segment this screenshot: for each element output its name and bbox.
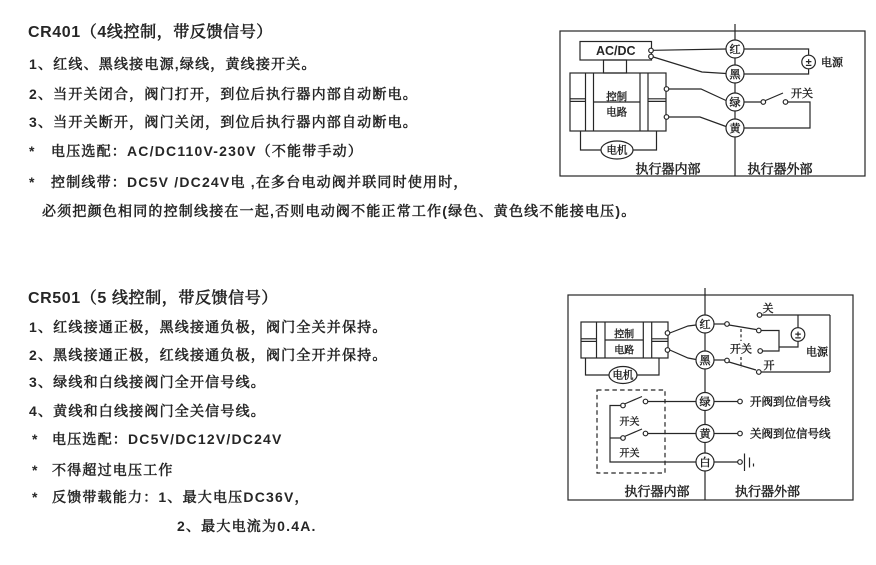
note-bullet: * xyxy=(29,174,36,190)
d1-outside-label: 执行器外部 xyxy=(747,161,813,177)
d1-switch xyxy=(761,93,788,104)
d2-feedback-switch-2-label: 开关 xyxy=(619,448,640,460)
d2-black-wire-label: 黑 xyxy=(699,355,711,367)
d1-black-wire-label: 黑 xyxy=(729,69,741,81)
d1-wires xyxy=(649,48,810,128)
cr401-note-2 xyxy=(29,173,469,191)
cr501-line-1: 1、红线接通正极，黑线接通负极，阀门全关并保持。 xyxy=(29,319,388,335)
d1-plus-minus-symbol: ± xyxy=(805,57,812,69)
note-bullet: * xyxy=(32,489,39,505)
d1-control-label-2: 电路 xyxy=(606,106,628,119)
note-text: 控制线带：DC5V /DC24V电 ,在多台电动阀并联同时使用时， xyxy=(51,174,469,190)
note-bullet: * xyxy=(29,143,36,159)
d2-wires xyxy=(665,325,696,360)
d2-outside-label: 执行器外部 xyxy=(734,484,801,499)
cr501-wiring-diagram xyxy=(562,282,862,506)
cr401-wiring-diagram xyxy=(554,20,874,182)
d1-motor-label: 电机 xyxy=(606,144,628,157)
cr401-note-1 xyxy=(29,142,363,160)
d1-yellow-wire-label: 黄 xyxy=(729,123,741,135)
d2-motor-label: 电机 xyxy=(612,369,634,382)
cr501-title: CR501（5 线控制，带反馈信号） xyxy=(28,290,278,307)
cr501-line-2: 2、黑线接通正极，红线接通负极，阀门全开并保持。 xyxy=(29,347,388,363)
d2-close-signal-label: 关阀到位信号线 xyxy=(750,428,831,441)
battery-symbol xyxy=(745,454,754,472)
note-text: 反馈带载能力：1、最大电压DC36V， xyxy=(52,489,310,505)
cr501-note-1 xyxy=(32,430,283,448)
d1-switch-label: 开关 xyxy=(791,88,813,100)
note-bullet: * xyxy=(32,462,39,478)
cr401-title: CR401（4线控制，带反馈信号） xyxy=(28,24,273,41)
d2-red-wire-label: 红 xyxy=(699,319,711,331)
d2-signal-lines xyxy=(714,399,754,471)
d1-control-label-1: 控制 xyxy=(606,91,628,103)
cr401-note-2-cont: 必须把颜色相同的控制线接在一起,否则电动阀不能正常工作(绿色、黄色线不能接电压)。 xyxy=(42,203,637,219)
cr501-note-3-cont: 2、最大电流为0.4A. xyxy=(177,518,317,534)
note-text: 电压选配：AC/DC110V-230V（不能带手动） xyxy=(51,143,364,159)
d2-green-wire-label: 绿 xyxy=(699,396,711,409)
d2-plus-minus-symbol: ± xyxy=(794,329,802,342)
d2-control-label-1: 控制 xyxy=(614,329,635,341)
d2-inside-label: 执行器内部 xyxy=(624,484,690,499)
d1-acdc-label: AC/DC xyxy=(596,44,636,58)
d2-open-signal-label: 开阀到位信号线 xyxy=(750,396,831,409)
cr501-line-3: 3、绿线和白线接阀门全开信号线。 xyxy=(29,374,266,390)
d2-power-label: 电源 xyxy=(806,346,828,359)
d2-white-wire-label: 白 xyxy=(699,457,711,469)
d2-open-position-label: 开 xyxy=(763,360,775,372)
d2-yellow-wire-label: 黄 xyxy=(699,428,711,441)
d2-close-position-label: 关 xyxy=(762,303,774,315)
d1-red-wire-label: 红 xyxy=(729,44,741,56)
cr501-line-4: 4、黄线和白线接阀门全关信号线。 xyxy=(29,403,266,419)
d2-control-label-2: 电路 xyxy=(614,345,635,357)
cr401-line-2: 2、当开关闭合，阀门打开，到位后执行器内部自动断电。 xyxy=(29,86,418,102)
note-text: 电压选配：DC5V/DC12V/DC24V xyxy=(52,431,283,447)
note-bullet: * xyxy=(32,431,39,447)
d2-feedback-switches xyxy=(597,390,696,473)
cr401-line-3: 3、当开关断开，阀门关闭，到位后执行器内部自动断电。 xyxy=(29,114,418,130)
cr501-note-3 xyxy=(32,488,310,506)
d1-inside-label: 执行器内部 xyxy=(635,161,701,177)
d1-green-wire-label: 绿 xyxy=(729,97,741,109)
cr401-line-1: 1、红线、黑线接电源,绿线，黄线接开关。 xyxy=(29,56,317,72)
d2-feedback-switch-1-label: 开关 xyxy=(619,417,640,428)
note-text: 不得超过电压工作 xyxy=(52,462,174,478)
d1-power-label: 电源 xyxy=(821,57,843,69)
d2-switch-label: 开关 xyxy=(730,343,752,356)
cr501-note-2 xyxy=(32,461,174,479)
